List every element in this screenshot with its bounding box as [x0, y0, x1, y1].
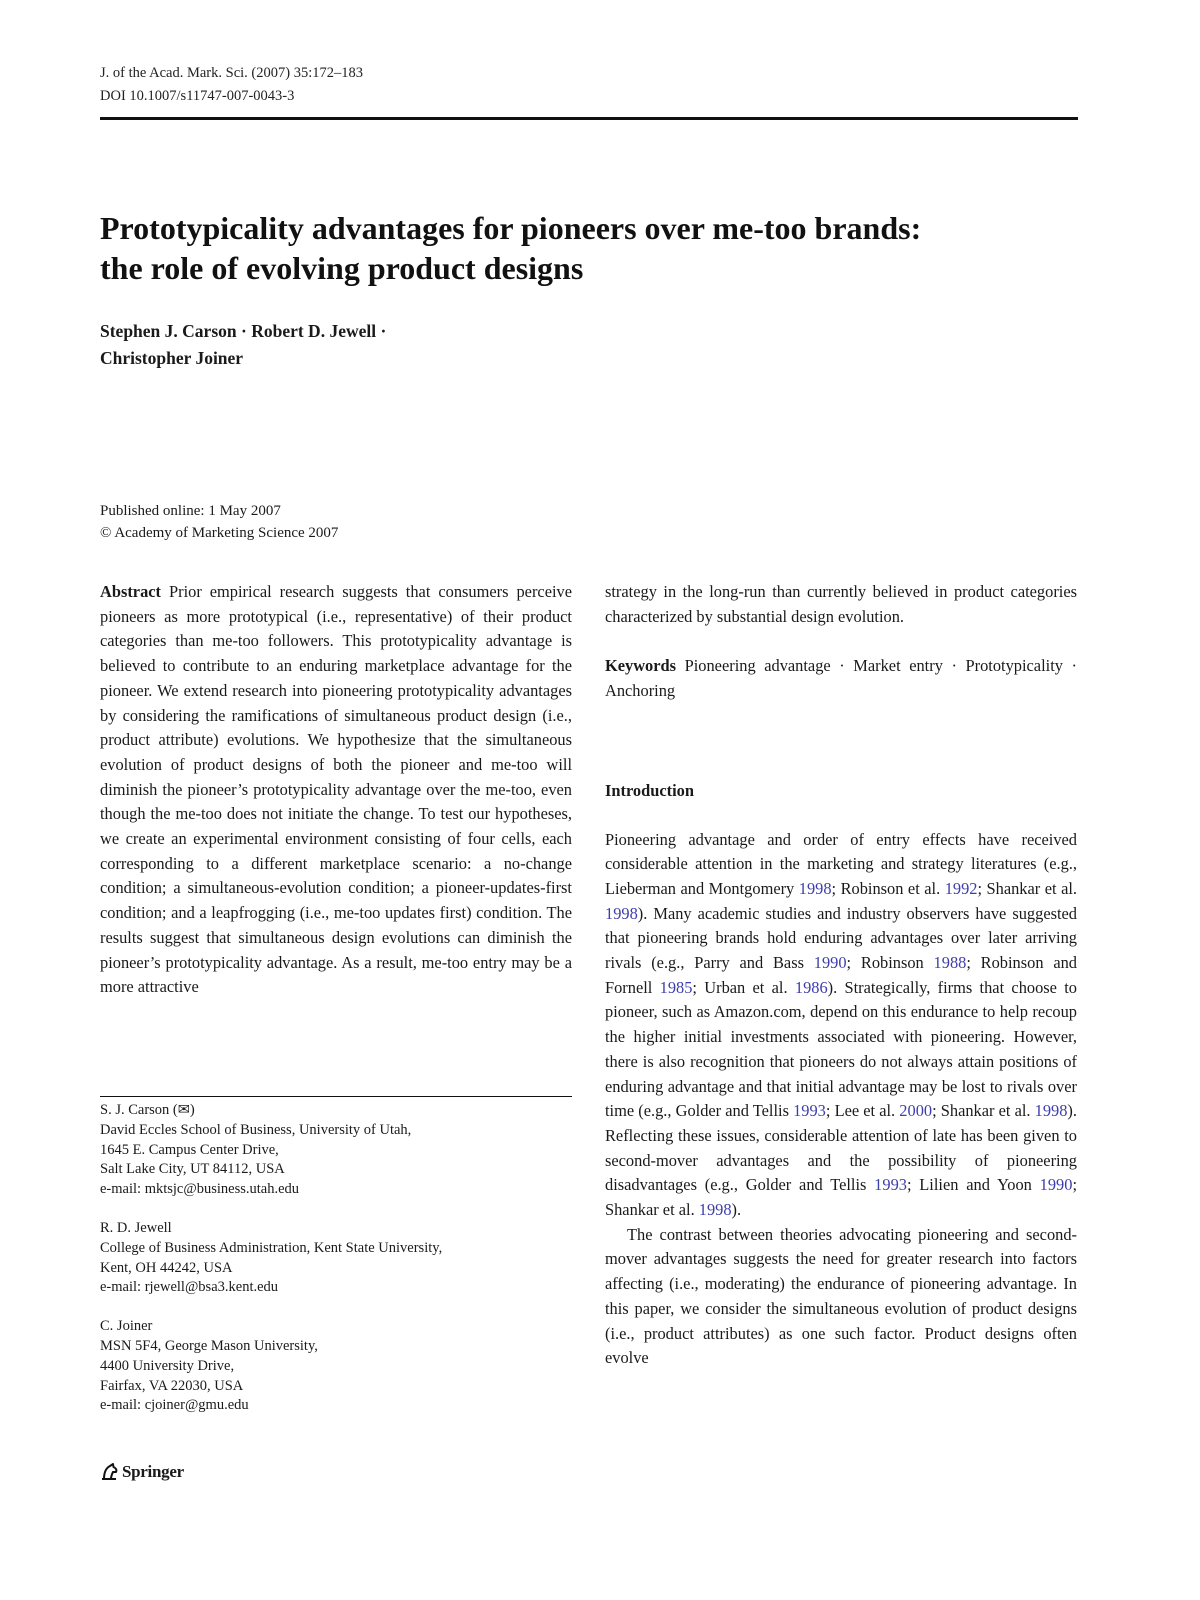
paper-title-line-1: Prototypicality advantages for pioneers over me-too brands: [100, 210, 922, 246]
abstract-text: Prior empirical research suggests that consumers perceive pioneers as more prototypical (i.e., representative) of their product categories than me-too followers. This prototypicality advantage is believed to contribute to an enduring marketplace advantage for the pioneer. We extend research into pioneering prototypicality advantages by considering the ramifications of simultaneous product design (i.e., product attribute) evolutions. We hypothesize that the simultaneous evolution of product designs of both the pioneer and me-too will diminish the pioneer’s prototypicality advantage over the me-too, even though the me-too does not initiate the change. To test our hypotheses, we create an experimental environment consisting of four cells, each corresponding to a different marketplace scenario: a no-change condition; a simultaneous-evolution condition; a pioneer-updates-first condition; and a leapfrogging (i.e., me-too updates first) condition. The results suggest that simultaneous design evolutions can diminish the pioneer’s prototypicality advantage. As a result, me-too entry may be a more attractive [100, 582, 572, 997]
left-column [100, 580, 572, 1000]
abstract-label: Abstract [100, 582, 161, 601]
citation-link[interactable]: 1990 [1039, 1175, 1073, 1195]
introduction-paragraph-1 [605, 828, 1077, 1223]
introduction-text: ). Strategically, firms that choose to pioneer, such as Amazon.com, depend on this endurance to help recoup the higher initial investments associated with pioneering. However, there is also recognition that pioneers do not always attain positions of enduring advantage and that initial advantage may be lost to rivals over time (e.g., Golder and Tellis [605, 977, 1077, 1121]
citation-link[interactable]: 1988 [933, 953, 967, 973]
affiliation-address-line: Salt Lake City, UT 84112, USA [100, 1161, 285, 1178]
affiliation-author-name: C. Joiner [100, 1318, 153, 1335]
publisher-logo [100, 1462, 184, 1482]
citation-link[interactable]: 1993 [874, 1175, 907, 1195]
affiliation-author-name: S. J. Carson (✉) [100, 1102, 195, 1118]
paper-title-line-2: the role of evolving product designs [100, 250, 584, 286]
citation-link[interactable]: 1986 [794, 977, 828, 997]
author-line-2: Christopher Joiner [100, 348, 244, 368]
section-heading-introduction: Introduction [605, 780, 694, 800]
keywords [605, 654, 1077, 703]
introduction-text: ). Reflecting these issues, considerable attention of late has been given to second-mover advantages and the possibility of pioneering disadvantages (e.g., Golder and Tellis [605, 1101, 1077, 1195]
affiliation-address-line: College of Business Administration, Kent State University, [100, 1239, 443, 1256]
citation-link[interactable]: 1992 [944, 878, 978, 898]
affiliation-email[interactable]: e-mail: cjoiner@gmu.edu [100, 1397, 249, 1414]
introduction-text: ). [731, 1200, 742, 1220]
paper-title [100, 208, 1090, 288]
introduction-text: ; Lilien and Yoon [906, 1175, 1040, 1195]
affiliation-email[interactable]: e-mail: mktsjc@business.utah.edu [100, 1181, 299, 1198]
affiliation-author-name: R. D. Jewell [100, 1219, 172, 1236]
author-line-1: Stephen J. Carson · Robert D. Jewell · [100, 321, 387, 341]
affiliation-block [100, 1219, 572, 1298]
affiliation-block [100, 1317, 572, 1416]
introduction-text: ; Robinson and Fornell [605, 953, 1077, 997]
citation-link[interactable]: 1990 [813, 953, 847, 973]
introduction-text: ; Lee et al. [825, 1101, 900, 1121]
citation-link[interactable]: 1985 [659, 977, 693, 997]
affiliation-address-line: David Eccles School of Business, University of Utah, [100, 1121, 412, 1138]
citation-link[interactable]: 1998 [605, 903, 638, 923]
publisher-name: Springer [122, 1462, 184, 1481]
introduction-text: ; Shankar et al. [932, 1101, 1035, 1121]
citation-link[interactable]: 1993 [793, 1101, 826, 1121]
introduction-text: ; Robinson [846, 953, 934, 973]
published-date: Published online: 1 May 2007 [100, 503, 281, 519]
affiliation-address-line: Fairfax, VA 22030, USA [100, 1377, 244, 1394]
affiliation-address-line: MSN 5F4, George Mason University, [100, 1337, 318, 1354]
introduction-text: ; Shankar et al. [605, 1175, 1077, 1220]
author-list [100, 318, 386, 372]
keywords-text: Pioneering advantage · Market entry · Prototypicality · Anchoring [605, 656, 1077, 701]
affiliation-rule [100, 1096, 572, 1097]
introduction-paragraph-2: The contrast between theories advocating pioneering and second-mover advantages suggests the need for greater research into factors affecting (i.e., moderating) the endurance of pioneering advantage. In this paper, we consider the simultaneous evolution of product designs (i.e., product attributes) as one such factor. Product designs often evolve [605, 1224, 1077, 1368]
affiliation-address-line: 1645 E. Campus Center Drive, [100, 1141, 279, 1158]
affiliation-address-line: Kent, OH 44242, USA [100, 1259, 233, 1276]
abstract-continued: strategy in the long-run than currently believed in product categories characterized by substantial design evolution. [605, 582, 1077, 626]
keywords-label: Keywords [605, 656, 677, 676]
affiliation-email[interactable]: e-mail: rjewell@bsa3.kent.edu [100, 1279, 279, 1296]
journal-citation: J. of the Acad. Mark. Sci. (2007) 35:172–183 [100, 65, 363, 81]
header-rule [100, 117, 1078, 120]
springer-horse-logo-icon [100, 1462, 120, 1482]
author-affiliations [100, 1101, 572, 1435]
abstract [100, 580, 572, 1000]
citation-link[interactable]: 2000 [899, 1101, 933, 1121]
publication-info [100, 500, 338, 544]
journal-doi: DOI 10.1007/s11747-007-0043-3 [100, 88, 295, 104]
copyright-notice: © Academy of Marketing Science 2007 [100, 525, 339, 541]
citation-link[interactable]: 1998 [798, 878, 832, 898]
citation-link[interactable]: 1998 [1034, 1101, 1068, 1121]
introduction-text: ; Shankar et al. [977, 878, 1077, 898]
affiliation-block [100, 1101, 572, 1200]
affiliation-address-line: 4400 University Drive, [100, 1357, 235, 1374]
citation-link[interactable]: 1998 [698, 1200, 732, 1220]
introduction-text: Pioneering advantage and order of entry effects have received considerable attention in the marketing and strategy literatures (e.g., Lieberman and Montgomery [605, 829, 1077, 898]
journal-header [100, 62, 363, 108]
introduction-text: ; Robinson et al. [831, 878, 945, 898]
introduction-text: ; Urban et al. [692, 977, 795, 997]
introduction-text: ). Many academic studies and industry observers have suggested that pioneering brands hold enduring advantages over later arriving rivals (e.g., Parry and Bass [605, 903, 1077, 973]
right-column [605, 580, 1077, 1371]
